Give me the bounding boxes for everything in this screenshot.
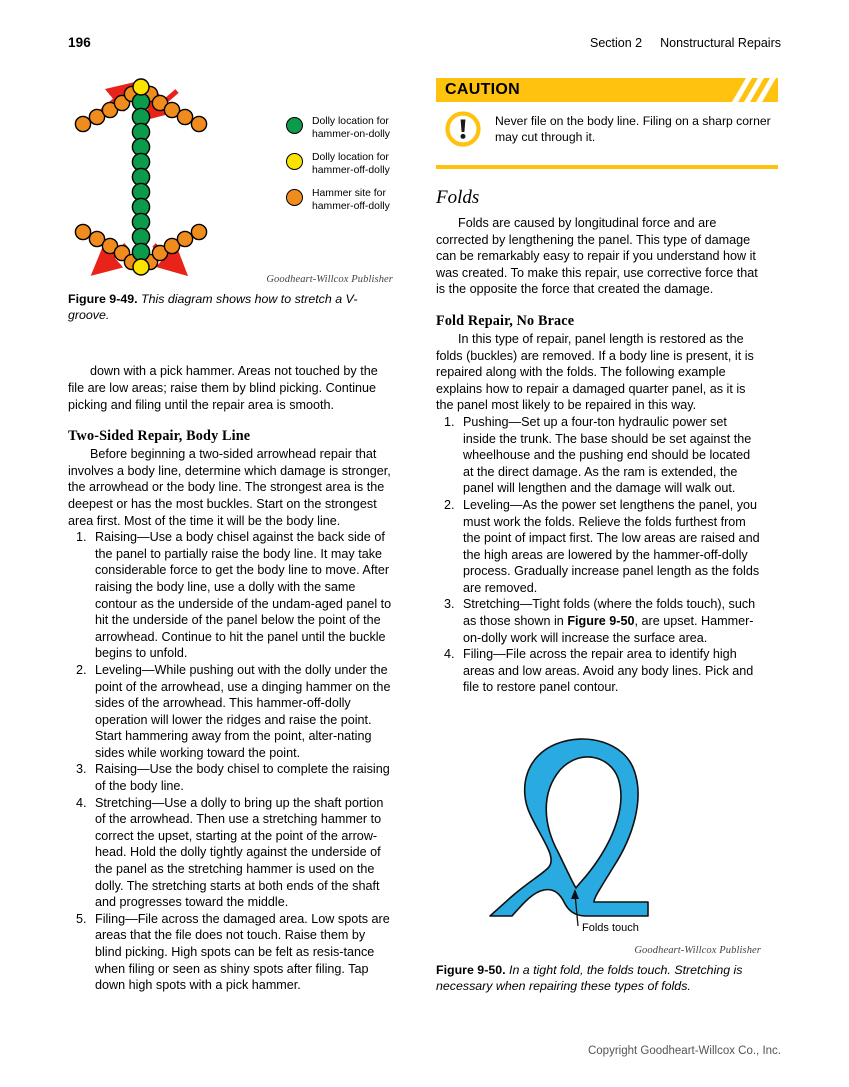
legend-item-dolly-off (286, 152, 390, 177)
legend-line-2: hammer-off-dolly (312, 200, 390, 212)
caution-stripes-icon (716, 78, 778, 102)
step-number: 4. (76, 795, 87, 810)
caution-box (436, 78, 778, 169)
step-number: 1. (444, 414, 455, 429)
figure-9-50-caption (436, 962, 761, 994)
running-head-right (590, 36, 781, 50)
legend-swatch-yellow (286, 153, 303, 170)
list-item (436, 414, 761, 497)
list-item (68, 529, 393, 662)
step-number: 5. (76, 911, 87, 926)
fold-repair-steps (436, 414, 761, 696)
step-text: Leveling—As the power set lengthens the panel, you must work the folds. Relieve the folds furthest from the point of impact first. The low areas are raised and the high areas are lowered by the hammer-off-dolly process. Gradually increase panel length as the folds are removed. (463, 497, 760, 595)
step-text-after: , are upset. Hammer-on-dolly work will increase the surface area. (463, 614, 754, 645)
list-item (68, 911, 393, 994)
figure-9-49-credit: Goodheart-Willcox Publisher (266, 274, 393, 285)
step-number: 1. (76, 530, 87, 545)
figure-9-49-caption-lead: Figure 9-49. (68, 292, 138, 306)
v-groove-diagram (64, 78, 294, 278)
figure-9-49-caption-text: This diagram shows how to stretch a V-groove. (68, 292, 358, 323)
list-item (436, 596, 761, 646)
heading-folds: Folds (436, 187, 480, 208)
fold-repair-paragraph: In this type of repair, panel length is restored as the folds (buckles) are removed. If a body line is present, it is repaired along with the folds. The following example explains how to repair a damaged quarter panel, as it is the panel most likely to be repaired in this way. (436, 331, 754, 413)
legend-label-hammer-site (312, 188, 390, 213)
caution-title: CAUTION (445, 81, 520, 98)
page-number: 196 (68, 35, 91, 50)
figure-9-50-credit: Goodheart-Willcox Publisher (634, 945, 761, 957)
list-item (68, 795, 393, 911)
list-item (436, 497, 761, 597)
dolly-shaft (132, 93, 149, 260)
folds-touch-label: Folds touch (582, 922, 639, 935)
hammer-sites-upper-left (75, 86, 139, 131)
step-text: Pushing—Set up a four-ton hydraulic power set inside the trunk. The base should be set against the wheelhouse and the pushing end should be located at the direct damage. As the ram is extended, the panel will lengthen and the damage will walk out. (463, 414, 752, 496)
legend-line-1: Dolly location for (312, 152, 389, 164)
legend-swatch-orange (286, 189, 303, 206)
legend-line-2: hammer-off-dolly (312, 164, 390, 176)
section-title: Nonstructural Repairs (660, 36, 781, 50)
two-sided-intro-paragraph: Before beginning a two-sided arrowhead repair that involves a body line, determine which damage is stronger, the arrowhead or the body line. The strongest area is the deepest or has the most buckles. Start on the strongest area first. Most of the time it will be the body line. (68, 447, 391, 528)
figure-reference: Figure 9-50 (567, 614, 635, 629)
section-label: Section 2 (589, 36, 643, 50)
list-item (436, 646, 761, 696)
figure-9-50-caption-lead: Figure 9-50. (436, 963, 506, 978)
tight-fold-diagram (482, 730, 712, 935)
figure-9-49-artwork (68, 78, 393, 274)
list-item (68, 761, 393, 794)
continued-paragraph: down with a pick hammer. Areas not touched by the file are low areas; raise them by blind picking. Continue picking and filing until the repair area is smooth. (68, 364, 378, 412)
step-number: 2. (76, 662, 87, 677)
caution-header-bar (436, 78, 778, 102)
running-head (0, 35, 849, 55)
step-number: 2. (444, 497, 455, 512)
step-text-before: Stretching—Tight folds (where the folds touch), such as those shown in (463, 597, 756, 629)
figure-9-49-legend (286, 116, 390, 225)
exclamation-icon (445, 111, 481, 152)
folds-paragraph: Folds are caused by longitudinal force and are corrected by lengthening the panel. This type of damage can be remarkably easy to repair if you understand how it was created. To make this repair, use corrective force that is the opposite the force that created the damage. (436, 216, 758, 297)
caution-text: Never file on the body line. Filing on a sharp corner may cut through it. (495, 114, 771, 144)
caution-body (436, 102, 778, 152)
legend-label-dolly-on (312, 116, 390, 141)
step-text: Filing—File across the repair area to identify high areas and low areas. Avoid any body lines. Pick and file to restore panel contour. (463, 647, 754, 695)
step-text: Leveling—While pushing out with the dolly under the point of the arrowhead, use a dinging hammer on the sides of the arrowhead. This hammer-off-dolly operation will lower the ridges and raise the point. Start hammering away from the point, alter-nating sides while working toward the point. (95, 662, 391, 760)
right-column (436, 78, 771, 994)
step-number: 3. (76, 762, 87, 777)
step-text: Raising—Use a body chisel against the back side of the panel to partially raise the body line. It may take considerable force to get the body line to move. After raising the body line, use a dolly with the same contour as the underside of the undam-aged panel to hit the underside of the panel below the point of the arrowhead. Continue to hit the panel until the buckle begins to unfold. (95, 530, 392, 661)
step-number: 3. (444, 597, 455, 612)
left-column (68, 78, 393, 994)
legend-item-hammer-site (286, 188, 390, 213)
legend-line-1: Hammer site for (312, 188, 386, 200)
heading-fold-repair-no-brace: Fold Repair, No Brace (436, 312, 575, 329)
caution-bottom-rule (436, 165, 778, 169)
step-number: 4. (444, 647, 455, 662)
step-text: Raising—Use the body chisel to complete the raising of the body line. (95, 762, 390, 794)
two-sided-repair-steps (68, 529, 393, 994)
legend-label-dolly-off (312, 152, 390, 177)
list-item (68, 662, 393, 762)
figure-9-50-artwork (436, 730, 761, 945)
heading-two-sided-repair: Two-Sided Repair, Body Line (68, 428, 251, 445)
figure-9-50-caption-text: In a tight fold, the folds touch. Stretching is necessary when repairing these types of folds. (436, 963, 743, 994)
legend-item-dolly-on (286, 116, 390, 141)
legend-line-2: hammer-on-dolly (312, 128, 390, 140)
step-text: Filing—File across the damaged area. Low spots are areas that the file does not touch. Raise them by blind picking. High spots can be felt as resis-tance when filing or seen as shiny spots after filing. Tap down high spots with a pick hammer. (95, 911, 390, 993)
legend-swatch-green (286, 117, 303, 134)
legend-line-1: Dolly location for (312, 116, 389, 127)
copyright-notice: Copyright Goodheart-Willcox Co., Inc. (587, 1045, 781, 1057)
step-text: Stretching—Use a dolly to bring up the shaft portion of the arrowhead. Then use a stretching hammer to correct the upset, starting at the point of the arrow-head. Hold the dolly tightly against the underside of the panel as the stretching hammer is used on the dolly. The stretching starts at both ends of the shaft and progresses toward the middle. (95, 795, 384, 910)
figure-9-49-caption (68, 291, 393, 323)
